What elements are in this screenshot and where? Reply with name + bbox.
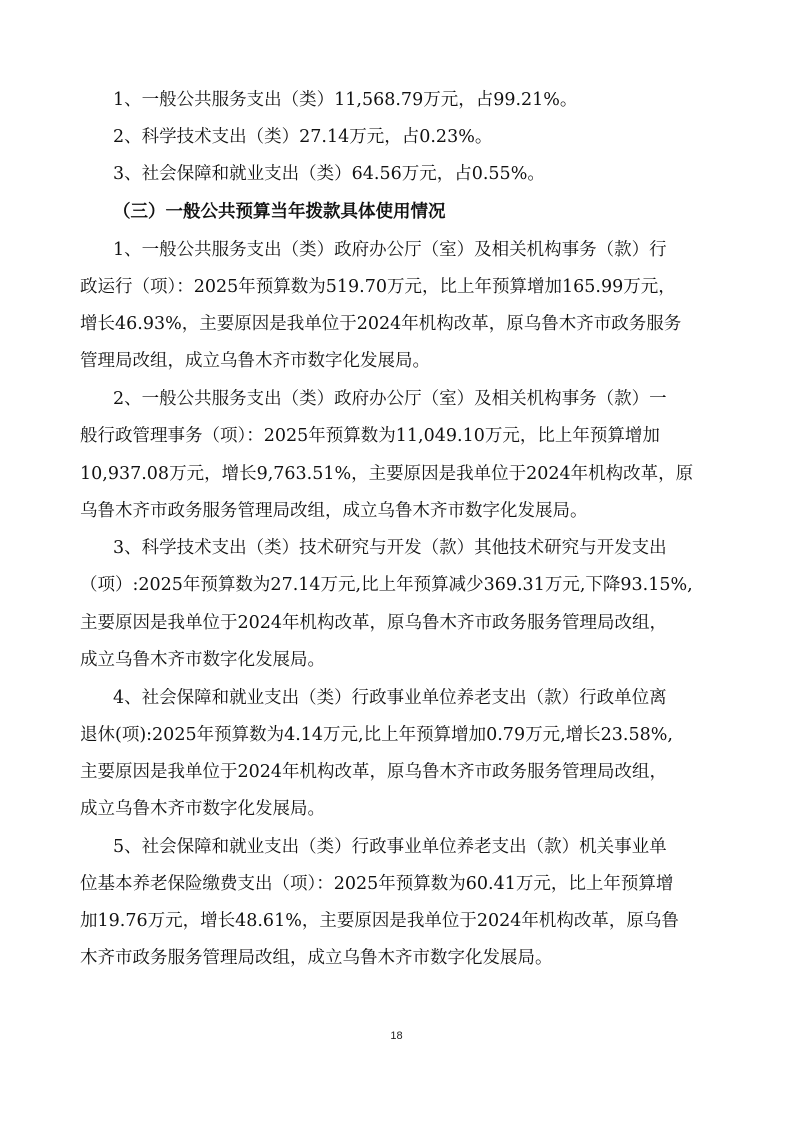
paragraph-line: 4、社会保障和就业支出（类）行政事业单位养老支出（款）行政单位离 [113, 688, 667, 708]
paragraph-line: 主要原因是我单位于2024年机构改革，原乌鲁木齐市政务服务管理局改组， [80, 762, 668, 782]
paragraph-line: 乌鲁木齐市政务服务管理局改组，成立乌鲁木齐市数字化发展局。 [80, 501, 588, 521]
summary-line-2: 2、科学技术支出（类）27.14万元，占0.23%。 [113, 127, 493, 147]
paragraph-line: 成立乌鲁木齐市数字化发展局。 [80, 650, 325, 670]
paragraph-line: 加19.76万元，增长48.61%，主要原因是我单位于2024年机构改革，原乌鲁 [80, 911, 679, 931]
paragraph-line: 主要原因是我单位于2024年机构改革，原乌鲁木齐市政务服务管理局改组， [80, 613, 668, 633]
paragraph-line: 木齐市政务服务管理局改组，成立乌鲁木齐市数字化发展局。 [80, 948, 553, 968]
paragraph-line: 增长46.93%，主要原因是我单位于2024年机构改革，原乌鲁木齐市政务服务 [80, 314, 682, 334]
summary-line-3: 3、社会保障和就业支出（类）64.56万元，占0.55%。 [113, 164, 545, 184]
paragraph-line: 政运行（项）：2025年预算数为519.70万元，比上年预算增加165.99万元， [80, 277, 676, 297]
paragraph-line: 退休(项):2025年预算数为4.14万元,比上年预算增加0.79万元,增长23.58%, [80, 725, 673, 745]
section-heading: （三）一般公共预算当年拨款具体使用情况 [113, 202, 446, 222]
paragraph-line: 2、一般公共服务支出（类）政府办公厅（室）及相关机构事务（款）一 [113, 389, 667, 409]
paragraph-line: 成立乌鲁木齐市数字化发展局。 [80, 799, 325, 819]
paragraph-line: 位基本养老保险缴费支出（项）：2025年预算数为60.41万元，比上年预算增 [80, 874, 674, 894]
paragraph-line: 5、社会保障和就业支出（类）行政事业单位养老支出（款）机关事业单 [113, 837, 667, 857]
paragraph-line: （项）:2025年预算数为27.14万元,比上年预算减少369.31万元,下降93.15%, [80, 575, 693, 595]
paragraph-line: 3、科学技术支出（类）技术研究与开发（款）其他技术研究与开发支出 [113, 538, 667, 558]
paragraph-line: 1、一般公共服务支出（类）政府办公厅（室）及相关机构事务（款）行 [113, 240, 667, 260]
page-number: 18 [390, 1030, 403, 1042]
summary-line-1: 1、一般公共服务支出（类）11,568.79万元，占99.21%。 [113, 90, 578, 110]
paragraph-line: 般行政管理事务（项）：2025年预算数为11,049.10万元，比上年预算增加 [80, 426, 660, 446]
paragraph-line: 管理局改组，成立乌鲁木齐市数字化发展局。 [80, 351, 430, 371]
paragraph-line: 10,937.08万元，增长9,763.51%，主要原因是我单位于2024年机构改革，原 [80, 464, 694, 484]
